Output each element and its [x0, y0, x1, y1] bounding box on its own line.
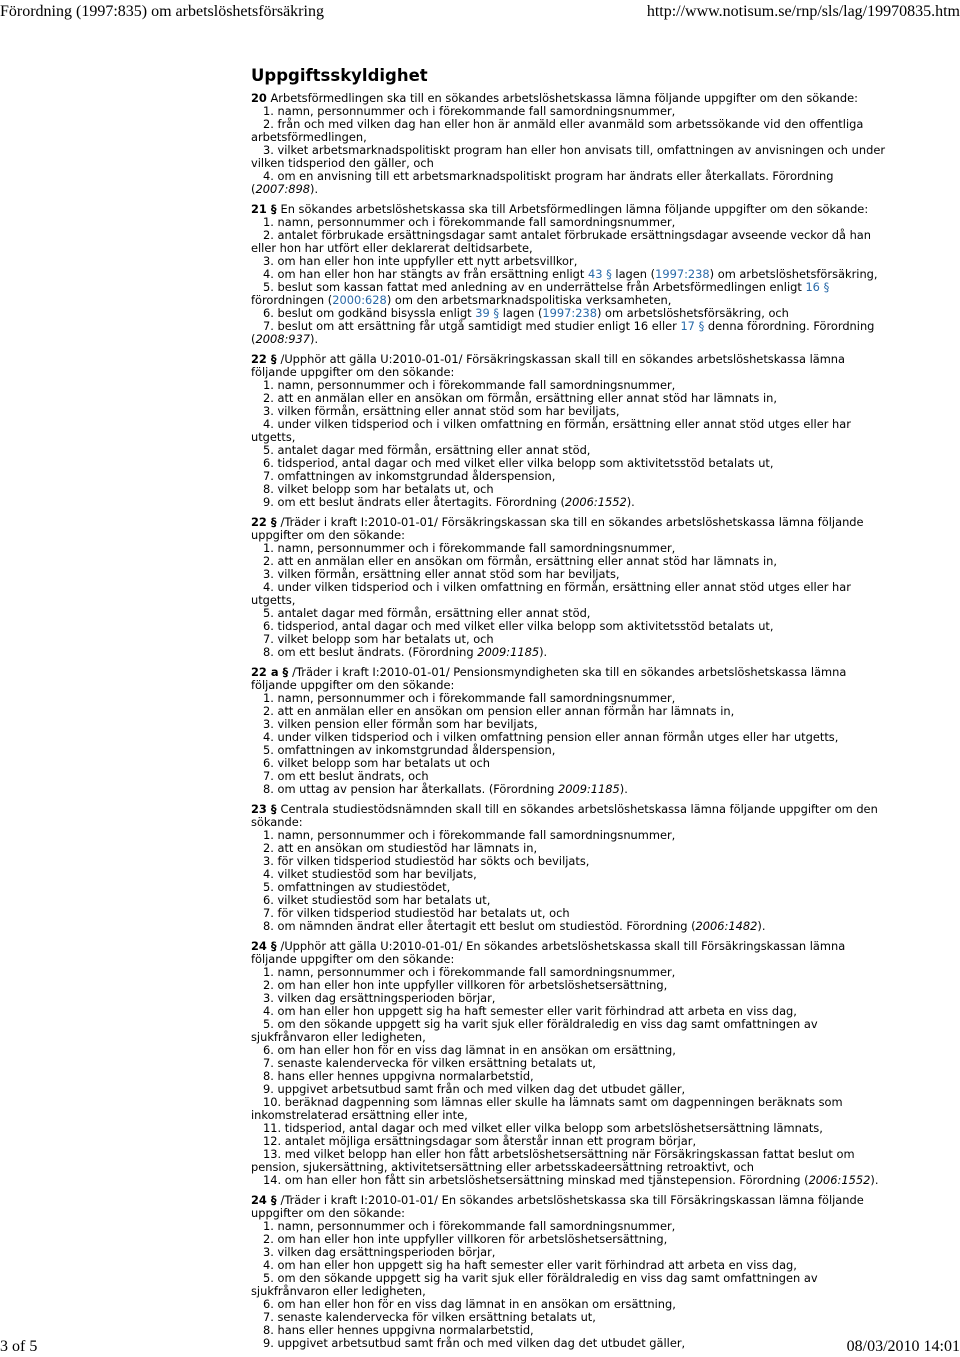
list-item: 7. senaste kalendervecka för vilken ersättning betalats ut,	[263, 1056, 596, 1070]
reference-link[interactable]: §	[493, 306, 500, 320]
list-item: 3. om han eller hon inte uppfyller ett nytt arbetsvillkor,	[263, 254, 578, 268]
reference-link[interactable]: §	[698, 319, 705, 333]
list-item: 2. från och med vilken dag han eller hon är anmäld eller avanmäld som arbetssökande vid den offentliga arbetsförmedlingen,	[251, 117, 864, 144]
section-intro-text: /Upphör att gälla U:2010-01-01/ En sökandes arbetslöshetskassa skall till Försäkringskassan lämna följande uppgifter om den sökande:	[251, 939, 846, 966]
statute-section	[251, 203, 891, 346]
list-item: 2. om han eller hon inte uppfyller villkoren för arbetslöshetsersättning,	[263, 978, 668, 992]
statute-section	[251, 516, 891, 659]
list-item: 1. namn, personnummer och i förekommande fall samordningsnummer,	[263, 691, 676, 705]
list-item: 5. beslut som kassan fattat med anledning av en underrättelse från Arbetsförmedlingen enligt 16 § förordningen (2000:628) om den arbetsmarknadspolitiska verksamheten,	[251, 280, 830, 307]
list-item: 4. om han eller hon uppgett sig ha haft semester eller varit förhindrad att arbeta en viss dag,	[263, 1004, 797, 1018]
list-item: 2. att en anmälan eller en ansökan om förmån, ersättning eller annat stöd har lämnats in,	[263, 554, 777, 568]
document-body	[251, 66, 891, 1357]
list-item: 6. tidsperiod, antal dagar och med vilket eller vilka belopp som aktivitetsstöd betalats ut,	[263, 456, 774, 470]
section-intro	[251, 1194, 891, 1220]
statute-section	[251, 1194, 891, 1350]
list-item: 1. namn, personnummer och i förekommande fall samordningsnummer,	[263, 965, 676, 979]
list-item: 5. om den sökande uppgett sig ha varit sjuk eller föräldraledig en viss dag samt omfattningen av sjukfrånvaron eller ledigheten,	[251, 1017, 818, 1044]
statute-section	[251, 940, 891, 1187]
list-item: 3. vilken dag ersättningsperioden börjar,	[263, 991, 496, 1005]
print-datetime: 08/03/2010 14:01	[846, 1338, 960, 1355]
print-footer	[0, 1336, 960, 1357]
list-item: 8. hans eller hennes uppgivna normalarbetstid,	[263, 1323, 534, 1337]
reference-link[interactable]: §	[823, 280, 830, 294]
list-item: 2. om han eller hon inte uppfyller villkoren för arbetslöshetsersättning,	[263, 1232, 668, 1246]
list-item: 7. för vilken tidsperiod studiestöd har betalats ut, och	[263, 906, 570, 920]
list-item: 5. antalet dagar med förmån, ersättning eller annat stöd,	[263, 443, 591, 457]
statute-section	[251, 92, 891, 196]
list-item: 8. om nämnden ändrat eller återtagit ett beslut om studiestöd. Förordning (2006:1482).	[263, 919, 766, 933]
section-number: 22	[251, 352, 267, 366]
paragraph-sign-icon: §	[266, 939, 281, 953]
list-item: 2. att en anmälan eller en ansökan om förmån, ersättning eller annat stöd har lämnats in,	[263, 391, 777, 405]
section-intro-text: /Träder i kraft I:2010-01-01/ En sökandes arbetslöshetskassa ska till Försäkringskassan lämna följande uppgifter om den sökande:	[251, 1193, 864, 1220]
paragraph-list	[251, 92, 891, 1350]
list-item: 4. under vilken tidsperiod och i vilken omfattning en förmån, ersättning eller annat stöd utges eller har utgetts,	[251, 417, 851, 444]
list-item: 6. om han eller hon för en viss dag lämnat in en ansökan om ersättning,	[263, 1043, 676, 1057]
list-item: 1. namn, personnummer och i förekommande fall samordningsnummer,	[263, 104, 676, 118]
list-item: 4. om han eller hon uppgett sig ha haft semester eller varit förhindrad att arbeta en viss dag,	[263, 1258, 797, 1272]
reference-link[interactable]: 2000:628	[332, 293, 387, 307]
list-item: 12. antalet möjliga ersättningsdagar som återstår innan ett program börjar,	[263, 1134, 697, 1148]
section-intro-text: Centrala studiestödsnämnden skall till en sökandes arbetslöshetskassa lämna följande uppgifter om den sökande:	[251, 802, 878, 829]
list-item: 1. namn, personnummer och i förekommande fall samordningsnummer,	[263, 828, 676, 842]
reference-link[interactable]: 17	[680, 319, 695, 333]
paragraph-sign-icon: §	[266, 515, 281, 529]
reference-link[interactable]: 1997:238	[542, 306, 597, 320]
list-item: 8. om uttag av pension har återkallats. (Förordning 2009:1185).	[263, 782, 628, 796]
section-intro-text: Arbetsförmedlingen ska till en sökandes arbetslöshetskassa lämna följande uppgifter om den sökande:	[270, 91, 858, 105]
list-item: 1. namn, personnummer och i förekommande fall samordningsnummer,	[263, 541, 676, 555]
paragraph-sign-icon: §	[266, 202, 281, 216]
section-number: 23	[251, 802, 267, 816]
list-item: 3. vilket arbetsmarknadspolitiskt program han eller hon anvisats till, omfattningen av anvisningen och under vilken tidsperiod den gäller, och	[251, 143, 886, 170]
list-item: 5. om den sökande uppgett sig ha varit sjuk eller föräldraledig en viss dag samt omfattningen av sjukfrånvaron eller ledigheten,	[251, 1271, 818, 1298]
section-number: 22	[251, 515, 267, 529]
list-item: 14. om han eller hon fått sin arbetslöshetsersättning minskad med tjänstepension. Förordning (2006:1552).	[263, 1173, 879, 1187]
section-heading: Uppgiftsskyldighet	[251, 66, 428, 85]
section-intro	[251, 666, 891, 692]
list-item: 9. om ett beslut ändrats eller återtagits. Förordning (2006:1552).	[263, 495, 635, 509]
list-item: 7. om ett beslut ändrats, och	[263, 769, 429, 783]
list-item: 4. vilket studiestöd som har beviljats,	[263, 867, 477, 881]
list-item: 4. under vilken tidsperiod och i vilken omfattning en förmån, ersättning eller annat stöd utges eller har utgetts,	[251, 580, 851, 607]
statute-section	[251, 353, 891, 509]
list-item: 6. vilket studiestöd som har betalats ut,	[263, 893, 491, 907]
page-number: 3 of 5	[0, 1338, 38, 1355]
list-item: 1. namn, personnummer och i förekommande fall samordningsnummer,	[263, 215, 676, 229]
section-intro	[251, 803, 891, 829]
section-intro-text: /Upphör att gälla U:2010-01-01/ Försäkringskassan skall till en sökandes arbetslöshetskassa lämna följande uppgifter om den sökande:	[251, 352, 846, 379]
list-item: 3. för vilken tidsperiod studiestöd har sökts och beviljats,	[263, 854, 590, 868]
list-item: 4. om han eller hon har stängts av från ersättning enligt 43 § lagen (1997:238) om arbetslöshetsförsäkring,	[263, 267, 878, 281]
section-intro	[251, 940, 891, 966]
document-title: Förordning (1997:835) om arbetslöshetsförsäkring	[0, 3, 324, 20]
section-number: 22 a	[251, 665, 279, 679]
list-item: 9. uppgivet arbetsutbud samt från och med vilken dag det utbudet gäller,	[263, 1336, 686, 1350]
reference-link[interactable]: 1997:238	[655, 267, 710, 281]
list-item: 5. antalet dagar med förmån, ersättning eller annat stöd,	[263, 606, 591, 620]
list-item: 5. omfattningen av studiestödet,	[263, 880, 451, 894]
reference-link[interactable]: 16	[805, 280, 820, 294]
list-item: 6. beslut om godkänd bisyssla enligt 39 § lagen (1997:238) om arbetslöshetsförsäkring, och	[263, 306, 789, 320]
section-intro-text: En sökandes arbetslöshetskassa ska till Arbetsförmedlingen lämna följande uppgifter om den sökande:	[280, 202, 869, 216]
list-item: 11. tidsperiod, antal dagar och med vilket eller vilka belopp som arbetslöshetsersättning lämnats,	[263, 1121, 823, 1135]
section-number: 21	[251, 202, 267, 216]
document-url[interactable]: http://www.notisum.se/rnp/sls/lag/19970835.htm	[646, 3, 960, 20]
list-item: 7. omfattningen av inkomstgrundad ålderspension,	[263, 469, 556, 483]
reference-link[interactable]: 43	[587, 267, 603, 281]
paragraph-sign-icon: §	[266, 802, 281, 816]
list-item: 3. vilken förmån, ersättning eller annat stöd som har beviljats,	[263, 567, 620, 581]
list-item: 4. om en anvisning till ett arbetsmarknadspolitiskt program har ändrats eller återkallats. Förordning (2007:898).	[251, 169, 834, 196]
list-item: 8. vilket belopp som har betalats ut, och	[263, 482, 494, 496]
list-item: 7. vilket belopp som har betalats ut, och	[263, 632, 494, 646]
paragraph-sign-icon: §	[266, 1193, 281, 1207]
paragraph-sign-icon: §	[266, 352, 281, 366]
list-item: 2. att en anmälan eller en ansökan om pension eller annan förmån har lämnats in,	[263, 704, 735, 718]
list-item: 6. tidsperiod, antal dagar och med vilket eller vilka belopp som aktivitetsstöd betalats ut,	[263, 619, 774, 633]
list-item: 4. under vilken tidsperiod och i vilken omfattning pension eller annan förmån utges eller har utgetts,	[263, 730, 839, 744]
print-header	[0, 0, 960, 24]
section-intro-text: /Träder i kraft I:2010-01-01/ Försäkringskassan ska till en sökandes arbetslöshetskassa lämna följande uppgifter om den sökande:	[251, 515, 864, 542]
reference-link[interactable]: §	[606, 267, 612, 281]
list-item: 8. om ett beslut ändrats. (Förordning 2009:1185).	[263, 645, 548, 659]
list-item: 2. antalet förbrukade ersättningsdagar samt antalet förbrukade ersättningsdagar avseende veckor då han eller hon har utfört eller deklarerat deltidsarbete,	[251, 228, 871, 255]
statute-section	[251, 803, 891, 933]
paragraph-sign-icon: §	[278, 665, 293, 679]
section-intro-text: /Träder i kraft I:2010-01-01/ Pensionsmyndigheten ska till en sökandes arbetslöshetskassa lämna följande uppgifter om den sökande:	[251, 665, 847, 692]
list-item: 9. uppgivet arbetsutbud samt från och med vilken dag det utbudet gäller,	[263, 1082, 686, 1096]
list-item: 1. namn, personnummer och i förekommande fall samordningsnummer,	[263, 378, 676, 392]
list-item: 3. vilken förmån, ersättning eller annat stöd som har beviljats,	[263, 404, 620, 418]
list-item: 13. med vilket belopp han eller hon fått arbetslöshetsersättning när Försäkringskassan fattat beslut om pension, sjukersättning, aktivitetsersättning eller arbetsskadeersättning retroaktivt, och	[251, 1147, 855, 1174]
section-intro	[251, 516, 891, 542]
statute-section	[251, 666, 891, 796]
list-item: 1. namn, personnummer och i förekommande fall samordningsnummer,	[263, 1219, 676, 1233]
list-item: 10. beräknad dagpenning som lämnas eller skulle ha lämnats samt om dagpenningen beräknats som inkomstrelaterad ersättning eller inte,	[251, 1095, 843, 1122]
list-item: 7. beslut om att ersättning får utgå samtidigt med studier enligt 16 eller 17 § denna förordning. Förordning (2008:937).	[251, 319, 875, 346]
section-number: 20	[251, 91, 267, 105]
list-item: 2. att en ansökan om studiestöd har lämnats in,	[263, 841, 538, 855]
list-item: 3. vilken pension eller förmån som har beviljats,	[263, 717, 538, 731]
list-item: 6. vilket belopp som har betalats ut och	[263, 756, 491, 770]
section-intro	[251, 353, 891, 379]
list-item: 7. senaste kalendervecka för vilken ersättning betalats ut,	[263, 1310, 596, 1324]
list-item: 6. om han eller hon för en viss dag lämnat in en ansökan om ersättning,	[263, 1297, 676, 1311]
section-number: 24	[251, 939, 267, 953]
section-number: 24	[251, 1193, 267, 1207]
list-item: 8. hans eller hennes uppgivna normalarbetstid,	[263, 1069, 534, 1083]
reference-link[interactable]: 39	[475, 306, 490, 320]
list-item: 3. vilken dag ersättningsperioden börjar,	[263, 1245, 496, 1259]
list-item: 5. omfattningen av inkomstgrundad ålderspension,	[263, 743, 556, 757]
